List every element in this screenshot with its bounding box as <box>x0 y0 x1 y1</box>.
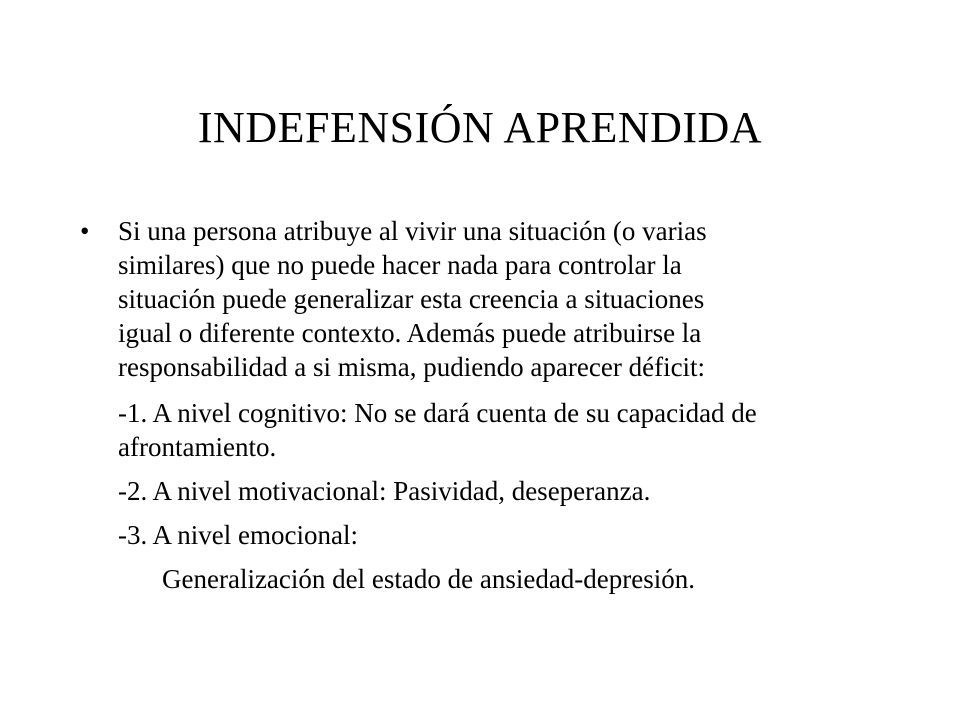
sub-item-emotional <box>80 518 900 552</box>
sub-item-line: -1. A nivel cognitivo: No se dará cuenta de su capacidad de <box>118 398 757 428</box>
sub-item-motivational <box>80 474 900 508</box>
bullet-text-line: Si una persona atribuye al vivir una situación (o varias <box>118 216 707 246</box>
bullet-text-line: responsabilidad a si misma, pudiendo aparecer déficit: <box>118 352 706 382</box>
bullet-text-line: situación puede generalizar esta creencia a situaciones <box>118 284 705 314</box>
bullet-text-line: igual o diferente contexto. Además puede atribuirse la <box>118 318 702 348</box>
emotional-detail: Generalización del estado de ansiedad-depresión. <box>162 564 696 594</box>
slide-body <box>80 214 900 596</box>
bullet-text-line: similares) que no puede hacer nada para controlar la <box>118 250 682 280</box>
sub-item-line: -3. A nivel emocional: <box>118 520 358 550</box>
sub-item-line: -2. A nivel motivacional: Pasividad, deseperanza. <box>118 476 651 506</box>
slide-title: INDEFENSIÓN APRENDIDA <box>197 103 763 152</box>
sub-item-cognitive <box>80 396 900 464</box>
bullet-icon: • <box>80 216 90 246</box>
bullet-item <box>80 214 900 384</box>
sub-item-line: afrontamiento. <box>118 432 277 462</box>
